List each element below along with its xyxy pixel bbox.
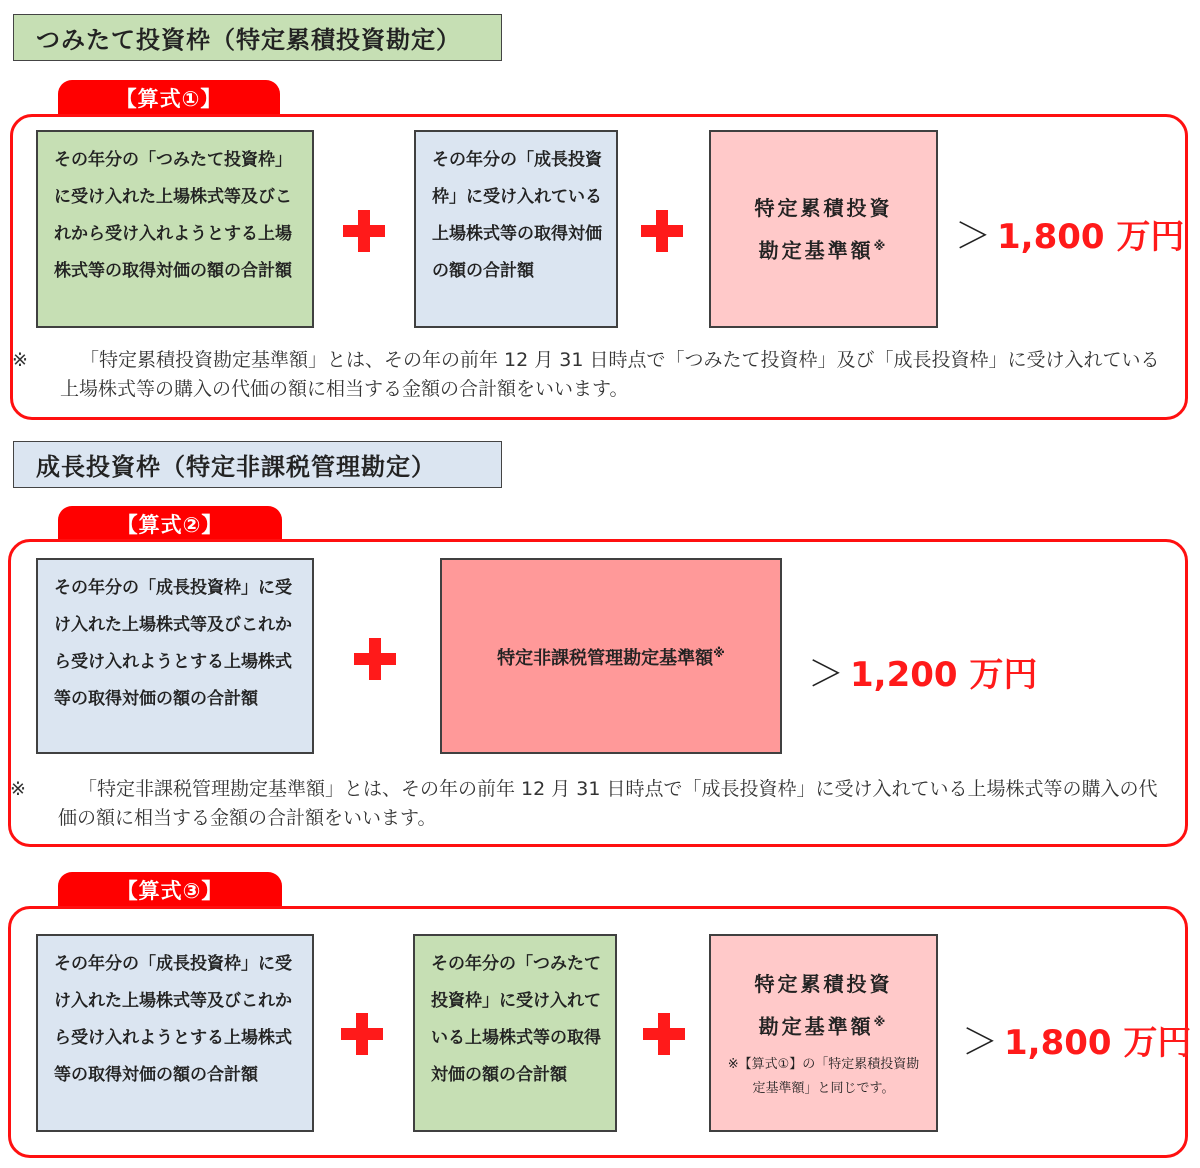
greater-than-sign: ＞	[962, 1022, 999, 1063]
formula-1-threshold	[955, 208, 1184, 259]
note-mark: ※	[10, 778, 26, 800]
formula-3-tab-label: 【算式③】	[116, 879, 224, 903]
formula-1-note-text: 「特定累積投資勘定基準額」とは、その年の前年 12 月 31 日時点で「つみたて投資枠」及び「成長投資枠」に受け入れている上場株式等の購入の代価の額に相当する金額の合計額をいいます。	[60, 349, 1160, 400]
formula-1-tab-label: 【算式①】	[115, 87, 223, 111]
formula-3-box-base-amount	[709, 934, 938, 1132]
note-mark: ※	[873, 238, 889, 253]
plus-icon	[354, 638, 396, 680]
formula-1-note	[12, 346, 1166, 404]
formula-1-box-growth-acquisition	[414, 130, 618, 328]
plus-icon	[643, 1013, 685, 1055]
plus-icon	[341, 1013, 383, 1055]
note-mark: ※	[873, 1014, 889, 1029]
formula-2-note-text: 「特定非課税管理勘定基準額」とは、その年の前年 12 月 31 日時点で「成長投資枠」に受け入れている上場株式等の購入の代価の額に相当する金額の合計額をいいます。	[58, 778, 1158, 829]
formula-1-threshold-value: 1,800 万円	[997, 217, 1185, 257]
greater-than-sign: ＞	[955, 216, 992, 257]
plus-icon	[641, 210, 683, 252]
section-title-text: 成長投資枠（特定非課税管理勘定）	[36, 453, 436, 481]
formula-2-note	[10, 775, 1168, 833]
greater-than-sign: ＞	[808, 654, 845, 695]
section-title-growth	[13, 441, 502, 488]
formula-3-box-1-text: その年分の「成長投資枠」に受け入れた上場株式等及びこれから受け入れようとする上場株式等の取得対価の額の合計額	[54, 954, 292, 1085]
formula-2-tab-label: 【算式②】	[116, 513, 224, 537]
formula-3-box-3-line-2: 勘定基準額	[758, 1014, 874, 1039]
formula-1-box-base-amount	[709, 130, 938, 328]
formula-1-box-1-text: その年分の「つみたて投資枠」に受け入れた上場株式等及びこれから受け入れようとする上場株式等の取得対価の額の合計額	[54, 150, 292, 281]
plus-icon	[343, 210, 385, 252]
section-title-text: つみたて投資枠（特定累積投資勘定）	[36, 26, 461, 54]
formula-3-threshold	[962, 1014, 1191, 1065]
formula-2-threshold-value: 1,200 万円	[850, 655, 1038, 695]
formula-1-box-3-line-1: 特定累積投資	[754, 195, 893, 220]
formula-2-tab	[58, 506, 282, 542]
formula-2-box-1-text: その年分の「成長投資枠」に受け入れた上場株式等及びこれから受け入れようとする上場株式等の取得対価の額の合計額	[54, 578, 292, 709]
formula-2-box-base-amount	[440, 558, 782, 754]
section-title-tsumitate	[13, 14, 502, 61]
formula-2-box-growth-acquisition	[36, 558, 314, 754]
formula-1-box-2-text: その年分の「成長投資枠」に受け入れている上場株式等の取得対価の額の合計額	[432, 150, 602, 281]
formula-1-box-3-line-2: 勘定基準額	[758, 238, 874, 263]
formula-2-threshold	[808, 646, 1037, 697]
formula-3-box-growth-acquisition	[36, 934, 314, 1132]
formula-3-box-3-line-1: 特定累積投資	[754, 971, 893, 996]
formula-3-tab	[58, 872, 282, 908]
formula-2-box-2-text: 特定非課税管理勘定基準額	[497, 648, 714, 669]
formula-1-box-tsumitate-acquisition	[36, 130, 314, 328]
formula-3-box-tsumitate-acquisition	[413, 934, 617, 1132]
formula-3-box-2-text: その年分の「つみたて投資枠」に受け入れている上場株式等の取得対価の額の合計額	[431, 954, 601, 1085]
note-mark: ※	[713, 646, 725, 660]
formula-3-threshold-value: 1,800 万円	[1004, 1023, 1192, 1063]
note-mark: ※	[12, 349, 28, 371]
formula-1-tab	[58, 80, 280, 116]
formula-3-box-3-note: ※【算式①】の「特定累積投資勘定基準額」と同じです。	[727, 1057, 920, 1097]
